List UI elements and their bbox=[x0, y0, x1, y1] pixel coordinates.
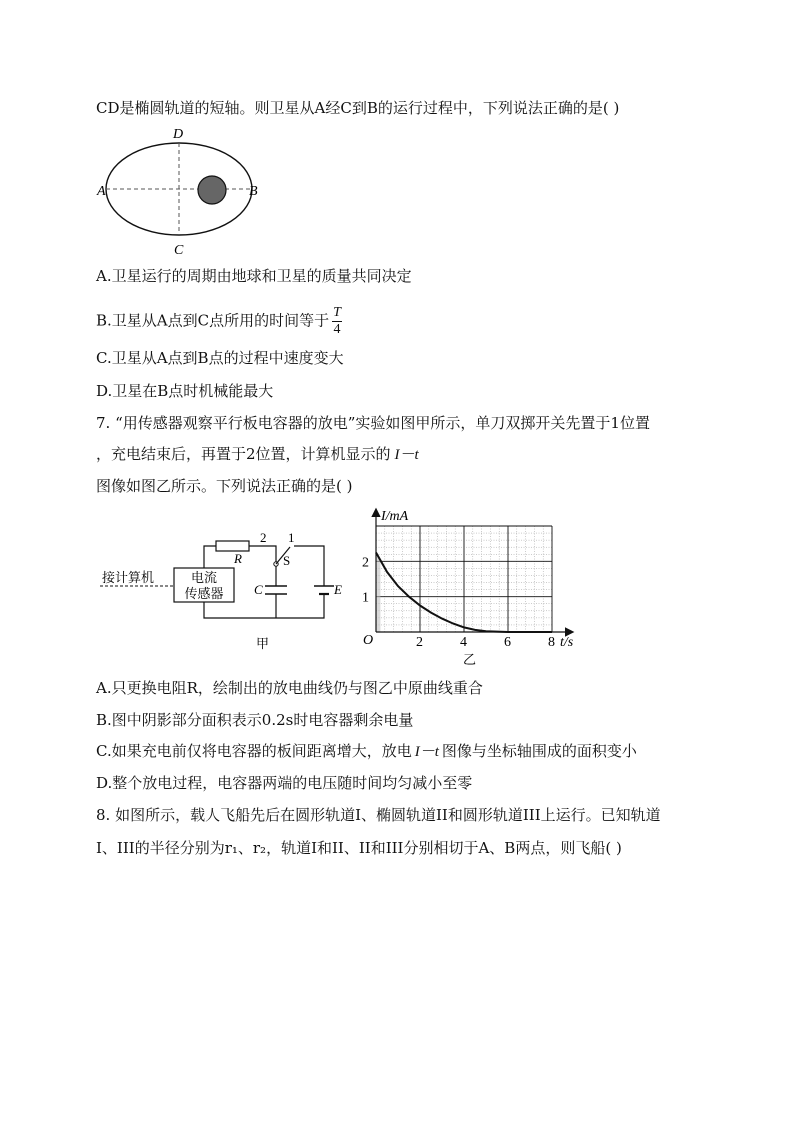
fraction-t-over-4: $\frac{T}{4}$ bbox=[333, 305, 341, 337]
label-pos2: 2 bbox=[260, 530, 267, 545]
y-axis-label: I/mA bbox=[381, 509, 409, 524]
x-tick-label: 6 bbox=[504, 635, 511, 650]
q7-stem-line3: 图像如图乙所示。下列说法正确的是( ) bbox=[96, 477, 353, 495]
q7-stem-line1: 7. “用传感器观察平行板电容器的放电”实验如图甲所示，单刀双掷开关先置于1位置 bbox=[96, 414, 650, 432]
q7-option-a: A.只更换电阻R，绘制出的放电曲线仍与图乙中原曲线重合 bbox=[96, 679, 483, 697]
earth bbox=[198, 176, 226, 204]
origin-label: O bbox=[363, 633, 374, 648]
x-tick-label: 4 bbox=[460, 635, 467, 650]
q7-option-b: B.图中阴影部分面积表示0.2s时电容器剩余电量 bbox=[96, 711, 414, 729]
q6-option-d: D.卫星在B点时机械能最大 bbox=[96, 382, 274, 400]
q7-stem-line2 bbox=[96, 444, 419, 465]
label-pos1: 1 bbox=[288, 530, 295, 545]
computer-label: 接计算机 bbox=[102, 570, 155, 585]
label-C: C bbox=[254, 582, 263, 597]
label-B: B bbox=[249, 184, 258, 199]
q7-stem-line2-text: ，充电结束后，再置于2位置，计算机显示的 bbox=[96, 445, 391, 463]
orbit-diagram bbox=[90, 124, 270, 260]
q7-option-c-math: I－t bbox=[414, 744, 439, 760]
q7-option-c-pre: C.如果充电前仅将电容器的板间距离增大，放电 bbox=[96, 742, 412, 760]
q6-option-c: C.卫星从A点到B点的过程中速度变大 bbox=[96, 349, 344, 367]
y-tick-label: 1 bbox=[362, 590, 369, 606]
label-R: R bbox=[234, 551, 242, 566]
q7-stem-math: I－t bbox=[394, 447, 419, 463]
caption-jia: 甲 bbox=[256, 636, 270, 651]
q6-option-b-text: B.卫星从A点到C点所用的时间等于 bbox=[96, 311, 330, 330]
resistor bbox=[216, 541, 249, 551]
q7-option-c-post: 图像与坐标轴围成的面积变小 bbox=[441, 742, 637, 760]
q8-line1: 8. 如图所示，载人飞船先后在圆形轨道I、椭圆轨道II和圆形轨道III上运行。已知轨道 bbox=[96, 806, 661, 824]
sensor-label-line1: 电流 bbox=[190, 570, 218, 585]
label-E: E bbox=[334, 582, 342, 597]
q7-option-d: D.整个放电过程，电容器两端的电压随时间均匀减小至零 bbox=[96, 774, 473, 792]
circuit-diagram bbox=[96, 520, 358, 660]
label-S: S bbox=[283, 553, 291, 568]
label-A: A bbox=[97, 184, 106, 199]
x-tick-label: 2 bbox=[416, 635, 423, 650]
q6-option-a: A.卫星运行的周期由地球和卫星的质量共同决定 bbox=[96, 267, 412, 285]
tick-labels bbox=[362, 555, 555, 650]
sensor-label-line2: 传感器 bbox=[184, 586, 224, 601]
q6-stem: CD是椭圆轨道的短轴。则卫星从A经C到B的运行过程中，下列说法正确的是( ) bbox=[96, 99, 620, 117]
label-C: C bbox=[174, 243, 184, 258]
q7-option-c bbox=[96, 741, 637, 762]
q8-line2: I、III的半径分别为r₁、r₂，轨道I和II、II和III分别相切于A、B两点，则飞船( ) bbox=[96, 839, 622, 857]
current-time-graph bbox=[356, 502, 592, 668]
shaded-area bbox=[376, 553, 380, 633]
y-tick-label: 2 bbox=[362, 555, 369, 571]
caption-yi: 乙 bbox=[463, 652, 477, 667]
x-tick-label: 8 bbox=[548, 635, 555, 650]
label-D: D bbox=[173, 127, 184, 142]
x-axis-label: t/s bbox=[560, 635, 574, 650]
q6-option-b bbox=[96, 305, 342, 338]
